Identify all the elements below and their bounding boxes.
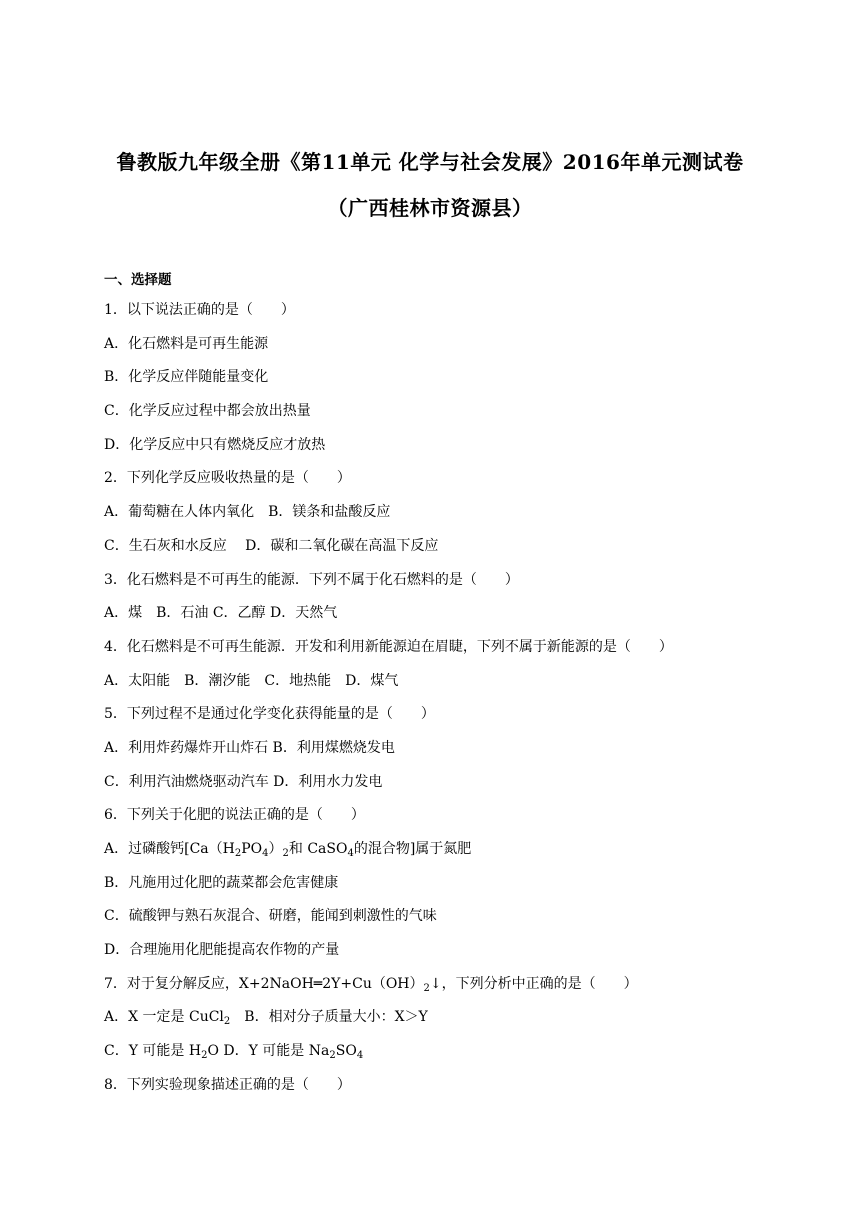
option-text: ） — [268, 841, 283, 857]
option-line: B．化学反应伴随能量变化 — [104, 369, 269, 386]
option-text: A．过磷酸钙[Ca（H — [104, 841, 235, 857]
option-line: C．硫酸钾与熟石灰混合、研磨，能闻到刺激性的气味 — [104, 908, 437, 925]
question-stem: 4．化石燃料是不可再生能源．开发和利用新能源迫在眉睫，下列不属于新能源的是（ ） — [104, 638, 673, 655]
option-text: A．X 一定是 CuCl — [104, 1009, 224, 1026]
question-stem: 2．下列化学反应吸收热量的是（ ） — [104, 470, 351, 487]
stem-text: ↓，下列分析中正确的是（ ） — [429, 975, 638, 992]
option-text: O D．Y 可能是 Na — [207, 1043, 330, 1060]
subscript: 2 — [223, 1016, 231, 1028]
question-stem — [104, 974, 804, 1008]
option-line — [104, 1007, 804, 1041]
option-line: C．生石灰和水反应 D．碳和二氧化碳在高温下反应 — [104, 537, 439, 554]
option-line: A．化石燃料是可再生能源 — [104, 335, 269, 352]
subscript: 2 — [234, 848, 242, 859]
option-line: A．利用炸药爆炸开山炸石 B．利用煤燃烧发电 — [104, 739, 395, 756]
option-line — [104, 839, 804, 873]
subscript: 4 — [262, 848, 269, 859]
subscript: 2 — [423, 982, 430, 994]
subscript: 2 — [201, 1050, 208, 1062]
subscript: 2 — [329, 1050, 336, 1062]
option-line: D．合理施用化肥能提高农作物的产量 — [104, 942, 340, 959]
document-subtitle: （广西桂林市资源县） — [327, 196, 533, 220]
document-title: 鲁教版九年级全册《第11单元 化学与社会发展》2016年单元测试卷 — [116, 150, 744, 174]
option-text: C．Y 可能是 H — [104, 1043, 202, 1060]
question-stem: 5．下列过程不是通过化学变化获得能量的是（ ） — [104, 706, 435, 723]
subscript: 4 — [347, 848, 354, 859]
option-text: 和 CaSO — [288, 841, 348, 857]
option-text: SO — [335, 1043, 357, 1060]
option-line: B．凡施用过化肥的蔬菜都会危害健康 — [104, 874, 339, 891]
question-stem: 1．以下说法正确的是（ ） — [104, 302, 295, 318]
option-line — [104, 1041, 804, 1075]
section-heading: 一、选择题 — [104, 272, 172, 288]
stem-text: 7．对于复分解反应，X+2NaOH═2Y+Cu（OH） — [104, 975, 424, 992]
option-text: B．相对分子质量大小：X＞Y — [230, 1009, 428, 1026]
option-line: D．化学反应中只有燃烧反应才放热 — [104, 436, 326, 453]
question-stem: 3．化石燃料是不可再生的能源．下列不属于化石燃料的是（ ） — [104, 571, 519, 588]
option-line: C．利用汽油燃烧驱动汽车 D．利用水力发电 — [104, 773, 383, 790]
option-text: PO — [241, 841, 263, 857]
question-list — [104, 300, 804, 1109]
subscript: 2 — [282, 848, 289, 859]
option-line: A．煤 B．石油 C．乙醇 D．天然气 — [104, 605, 338, 622]
question-stem: 6．下列关于化肥的说法正确的是（ ） — [104, 807, 365, 824]
option-line: C．化学反应过程中都会放出热量 — [104, 403, 311, 420]
option-line: A．葡萄糖在人体内氧化 B．镁条和盐酸反应 — [104, 504, 391, 521]
subscript: 4 — [356, 1050, 364, 1062]
option-line: A．太阳能 B．潮汐能 C．地热能 D．煤气 — [104, 672, 399, 689]
option-text: 的混合物]属于氮肥 — [353, 841, 472, 857]
question-stem: 8．下列实验现象描述正确的是（ ） — [104, 1076, 351, 1093]
